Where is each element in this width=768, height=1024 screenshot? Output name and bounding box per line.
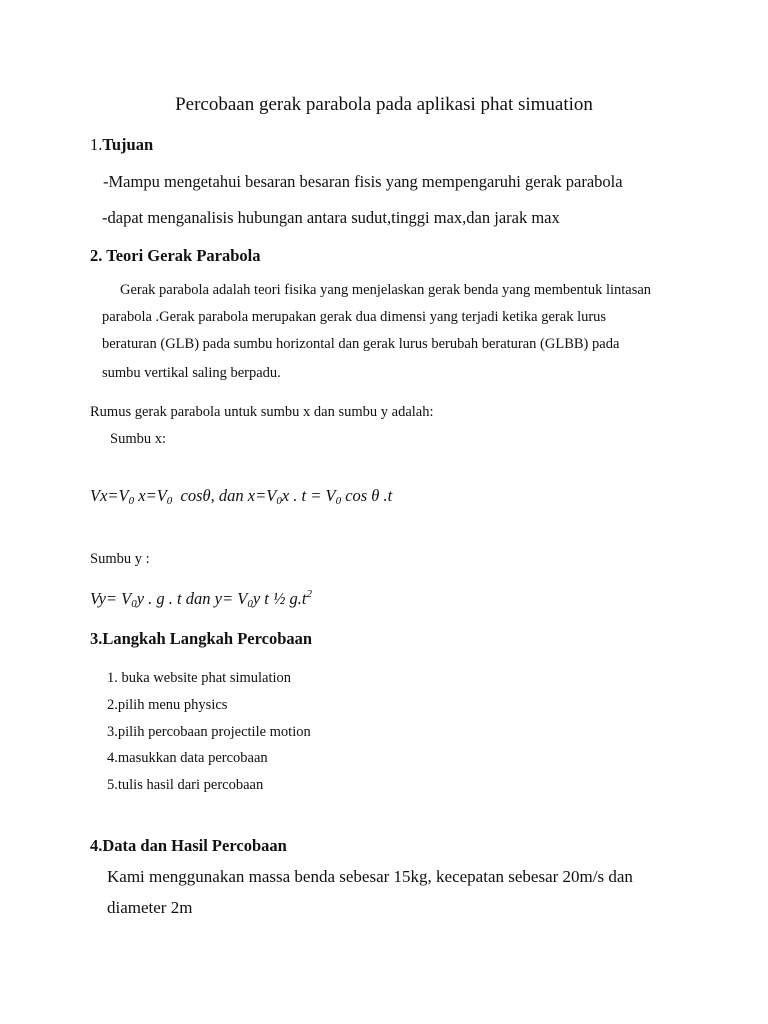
step-5: 5.tulis hasil dari percobaan xyxy=(107,777,264,793)
formula-x xyxy=(90,486,392,507)
formula-y-part-2: y . g . t dan y= V xyxy=(136,589,248,608)
section-1-number: 1. xyxy=(90,135,103,154)
formula-intro: Rumus gerak parabola untuk sumbu x dan sumbu y adalah: xyxy=(90,404,434,420)
section-4-heading: 4.Data dan Hasil Percobaan xyxy=(90,836,287,855)
formula-x-sub-3: 0 xyxy=(276,495,282,507)
section-3-heading: 3.Langkah Langkah Percobaan xyxy=(90,629,313,648)
theory-line-1: Gerak parabola adalah teori fisika yang menjelaskan gerak benda yang membentuk lintasan xyxy=(120,282,652,298)
formula-y-part-3: y t ½ g.t xyxy=(252,589,307,608)
step-3: 3.pilih percobaan projectile motion xyxy=(107,724,311,740)
formula-x-sub-2: 0 xyxy=(166,495,173,507)
document-title: Percobaan gerak parabola pada aplikasi phat simuation xyxy=(175,94,593,115)
section-1-title: Tujuan xyxy=(102,135,154,154)
formula-x-part-5: cos θ .t xyxy=(341,486,393,505)
formula-x-part-1: Vx=V xyxy=(90,486,129,505)
step-2: 2.pilih menu physics xyxy=(107,697,228,713)
data-line-2: diameter 2m xyxy=(107,898,193,917)
formula-x-part-2: x=V xyxy=(134,486,167,505)
sumbu-x-label: Sumbu x: xyxy=(110,431,166,447)
formula-y-part-1: Vy= V xyxy=(90,589,132,608)
data-line-1: Kami menggunakan massa benda sebesar 15kg, kecepatan sebesar 20m/s dan xyxy=(107,867,633,886)
section-2-heading: 2. Teori Gerak Parabola xyxy=(90,246,261,265)
formula-y xyxy=(90,588,312,610)
formula-y-superscript: 2 xyxy=(306,588,312,600)
formula-x-sub-4: 0 xyxy=(335,495,342,507)
theory-line-3: beraturan (GLB) pada sumbu horizontal dan gerak lurus berubah beraturan (GLBB) pada xyxy=(102,336,620,352)
step-4: 4.masukkan data percobaan xyxy=(107,750,268,766)
theory-line-4: sumbu vertikal saling berpadu. xyxy=(102,365,281,381)
objective-item-2: -dapat menganalisis hubungan antara sudut,tinggi max,dan jarak max xyxy=(102,208,560,227)
step-1: 1. buka website phat simulation xyxy=(107,670,292,686)
formula-y-sub-1: 0 xyxy=(131,598,137,610)
theory-line-2: parabola .Gerak parabola merupakan gerak dua dimensi yang terjadi ketika gerak lurus xyxy=(102,309,607,325)
section-1-heading xyxy=(90,135,153,155)
sumbu-y-label: Sumbu y : xyxy=(90,551,150,567)
formula-x-part-3: cosθ, dan x=V xyxy=(172,486,277,505)
objective-item-1: -Mampu mengetahui besaran besaran fisis yang mempengaruhi gerak parabola xyxy=(103,172,623,191)
formula-x-sub-1: 0 xyxy=(128,495,135,507)
formula-x-part-4: x . t = V xyxy=(281,486,336,505)
formula-y-sub-2: 0 xyxy=(247,598,253,610)
